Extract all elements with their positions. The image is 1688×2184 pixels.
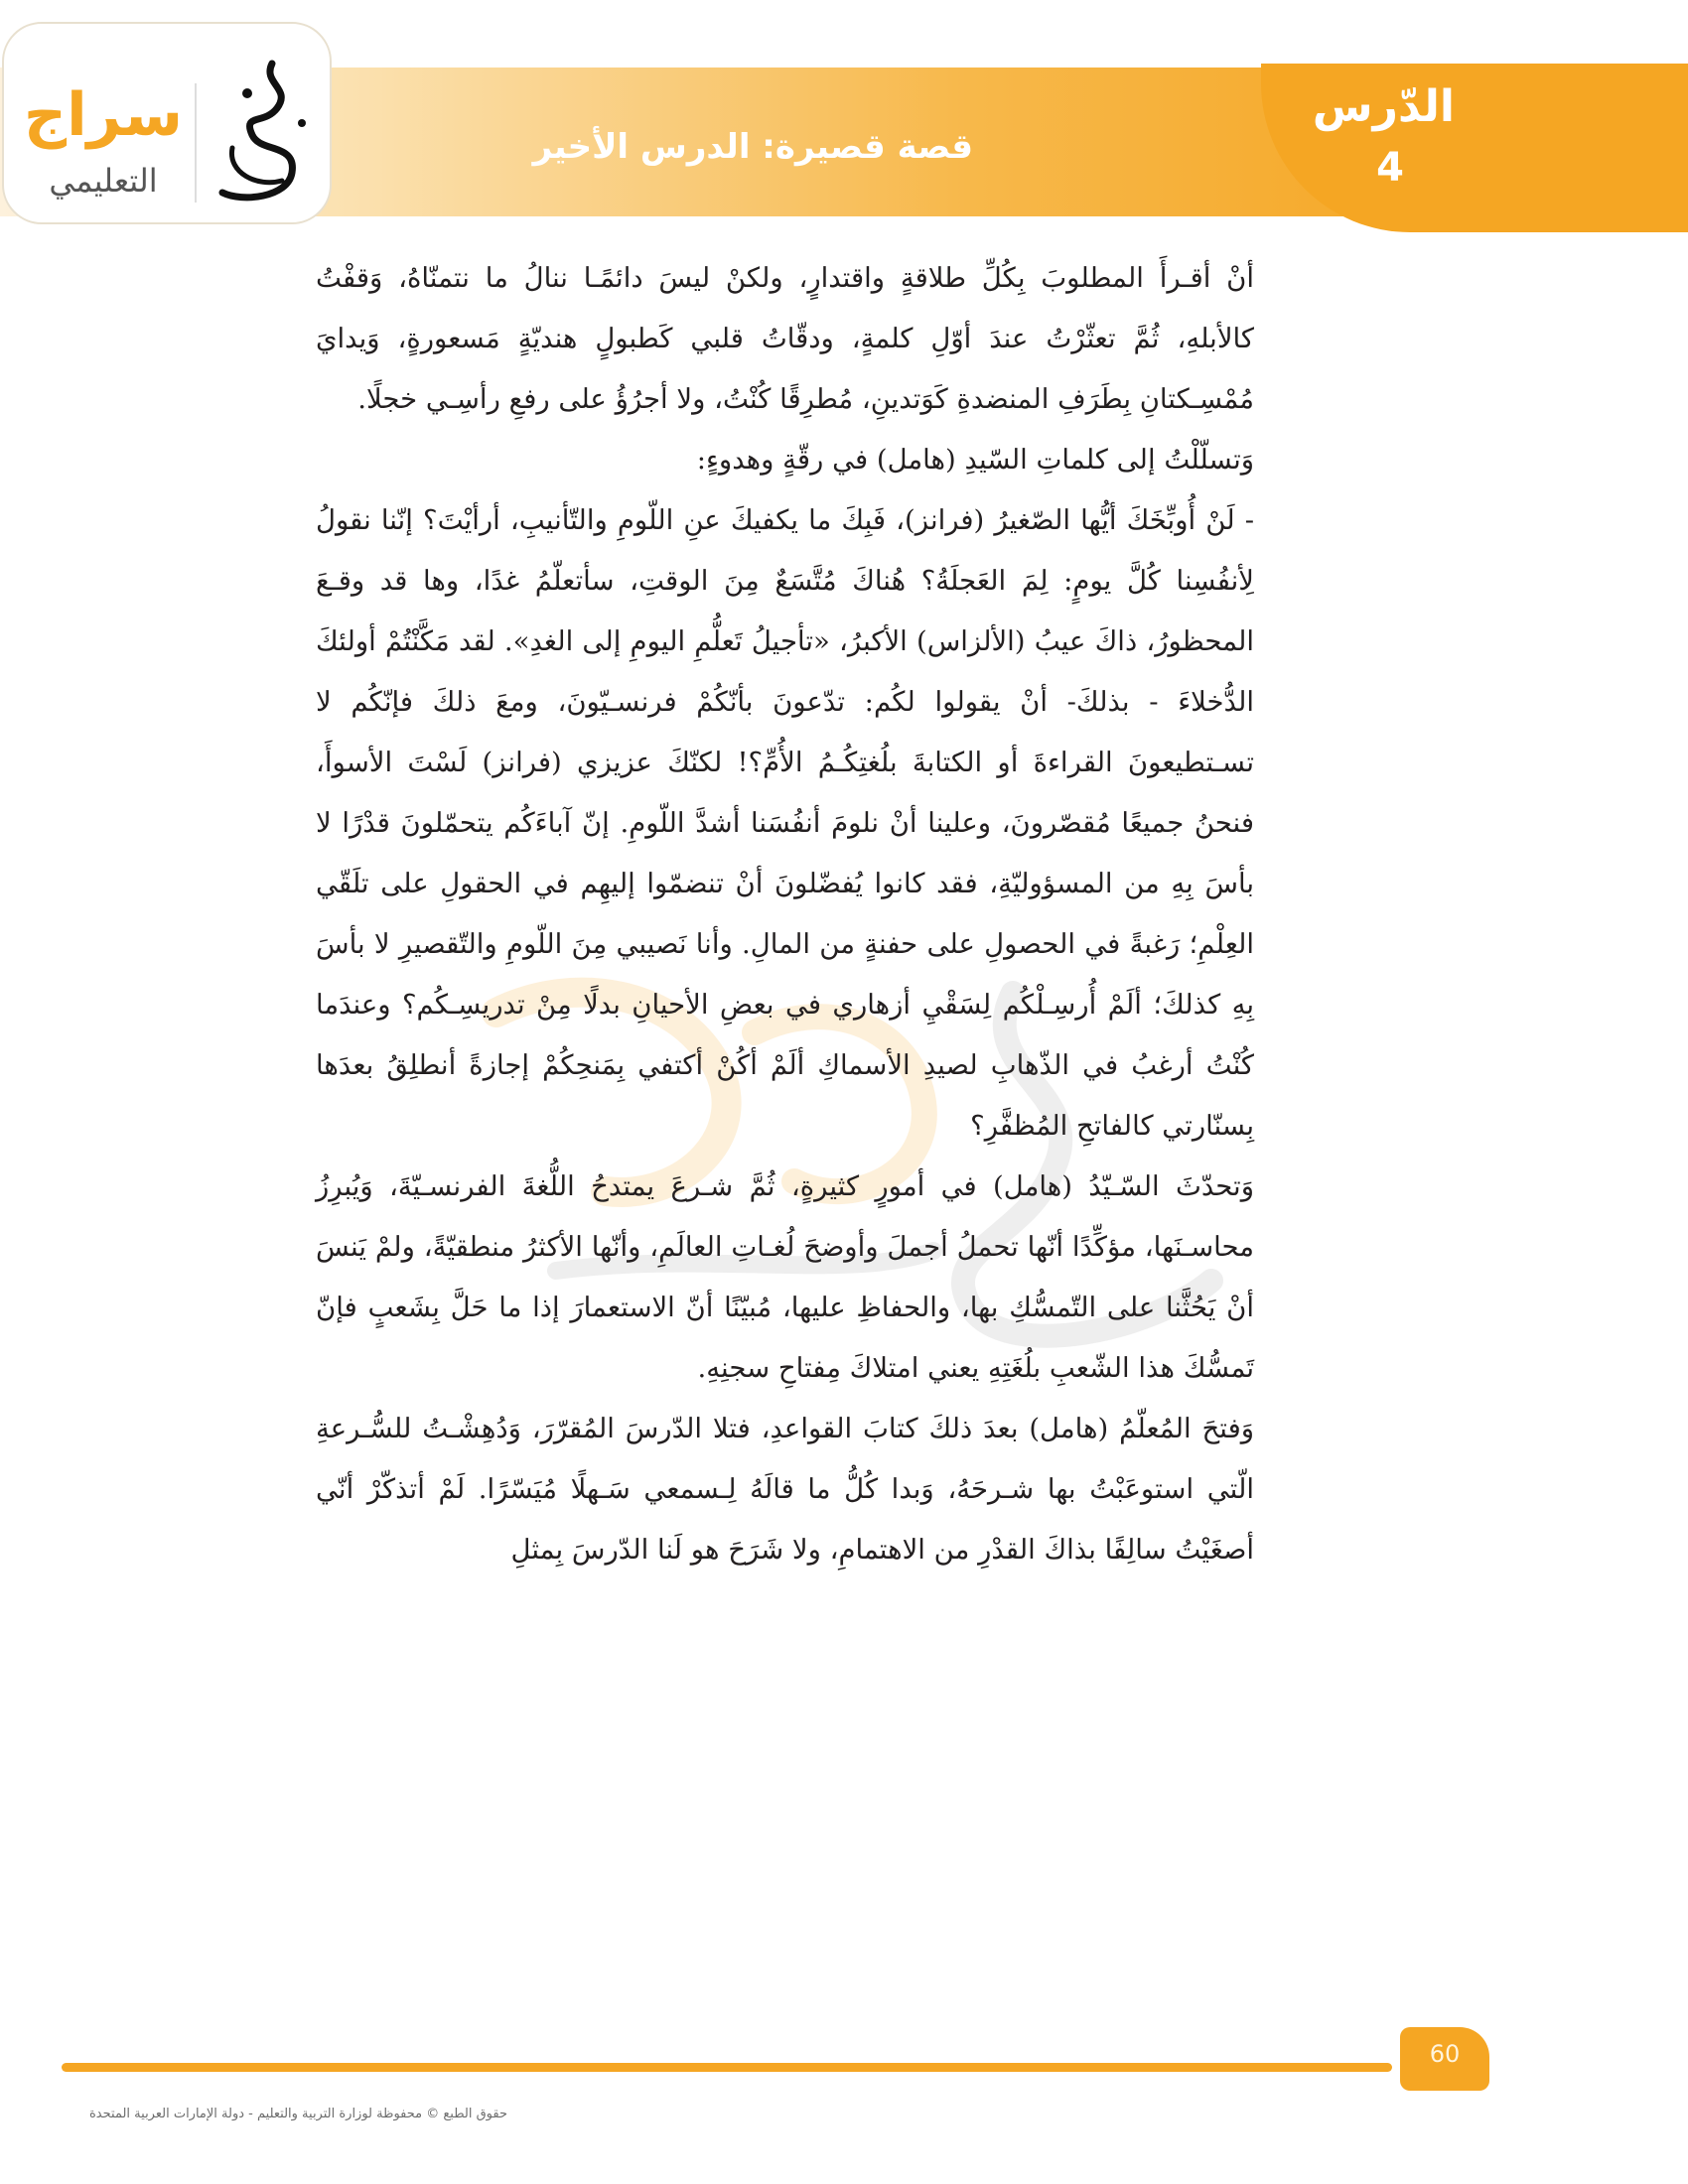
copyright-notice: حقوق الطبع © محفوظة لوزارة التربية والتعليم - دولة الإمارات العربية المتحدة [89, 2107, 508, 2121]
page-number: 60 [1429, 2040, 1461, 2068]
logo-subtitle: التعليمي [49, 162, 158, 200]
logo [2, 22, 332, 224]
paragraph: وَتحدّثَ السّـيّدُ (هامل) في أمورٍ كثيرةٍ، ثُمَّ شـرعَ يمتدحُ اللُّغةَ الفرنسـيّةَ، وَيُبرِزُ محاسـنَها، مؤكِّدًا أنّها تحملُ أجملَ وأوضحَ لُغـاتِ العالَمِ، وأنّها الأكثرُ منطقيّةً، ولمْ يَنسَ أنْ يَحُثَّنا على التّمسُّكِ بها، والحفاظِ عليها، مُبيّنًا أنّ الاستعمارَ إذا ما حَلَّ بِشَعبٍ فإنّ تَمسُّكَ هذا الشّعبِ بلُغَتِهِ يعني امتلاكَ مِفتاحِ سجنِهِ. [316, 1170, 1254, 1384]
paragraph: وَفتحَ المُعلّمُ (هامل) بعدَ ذلكَ كتابَ القواعدِ، فتلا الدّرسَ المُقرّرَ، وَدُهِشْـتُ للسُّـرعةِ الّتي استوعَبْتُ بها شـرحَهُ، وَبدا كُلُّ ما قالَهُ لِـسمعي سَـهلًا مُيَسّرًا. لَمْ أتذكّرْ أنّي أصغَيْتُ سالِفًا بذاكَ القدْرِ من الاهتمامِ، ولا شَرَحَ هو لَنا الدّرسَ بِمثلِ [316, 1413, 1254, 1566]
calligraphy-logo-icon [203, 54, 322, 222]
page-title: قصة قصيرة: الدرس الأخير [532, 127, 973, 167]
logo-divider [195, 83, 197, 203]
logo-name: سراج [23, 80, 183, 150]
footer-line [62, 2063, 1392, 2072]
paragraph: وَتسلّلْتُ إلى كلماتِ السّيدِ (هامل) في رقّةٍ وهدوءٍ: [696, 444, 1254, 476]
paragraph: أنْ أقـرأَ المطلوبَ بِكُلِّ طلاقةٍ واقتدارٍ، ولكنْ ليسَ دائمًـا ننالُ ما نتمنّاهُ، وَقفْتُ كالأبلهِ، ثُمَّ تعثّرْتُ عندَ أوّلِ كلمةٍ، ودقّاتُ قلبي كَطبولٍ هنديّةٍ مَسعورةٍ، وَيدايَ مُمْسِـكتانِ بِطَرَفِ المنضدةِ كَوَتدينِ، مُطرِقًا كُنْتُ، ولا أجرُؤُ على رفعِ رأسِـي خجلًا. [316, 262, 1254, 415]
paragraph: - لَنْ أُوبِّخَكَ أيُّها الصّغيرُ (فرانز)، فَبِكَ ما يكفيكَ عنِ اللّومِ والتّأنيبِ، أرأيْتَ؟ إنّنا نقولُ لِأنفُسِنا كُلَّ يومٍ: لِمَ العَجلَةُ؟ هُناكَ مُتَّسَعٌ مِنَ الوقتِ، سأتعلّمُ غدًا، وها قد وقـعَ المحظورُ، ذاكَ عيبُ (الألزاس) الأكبرُ، «تأجيلُ تَعلُّمِ اليومِ إلى الغدِ». لقد مَكَّنْتُمْ أولئكَ الدُّخلاءَ - بذلكَ- أنْ يقولوا لكُم: تدّعونَ بأنّكُمْ فرنسـيّونَ، ومعَ ذلكَ فإنّكُم لا تسـتطيعونَ القراءةَ أو الكتابةَ بلُغتِكُـمُ الأُمِّ؟! لكنّكَ عزيزي (فرانز) لَسْتَ الأسوأَ، فنحنُ جميعًا مُقصّرونَ، وعلينا أنْ نلومَ أنفُسَنا أشدَّ اللّومِ. إنّ آباءَكُم يتحمّلونَ قدْرًا لا بأسَ بِهِ من المسؤوليّةِ، فقد كانوا يُفضّلونَ أنْ تنضمّوا إليهِم في الحقولِ على تلَقّي العِلْمِ؛ رَغبةً في الحصولِ على حفنةٍ من المالِ. وأنا نَصيبي مِنَ اللّومِ والتّقصيرِ لا بأسَ بِهِ كذلكَ؛ ألَمْ أُرسِـلْكُم لِسَقْيِ أزهاري في بعضِ الأحيانِ بدلًا مِنْ تدريسِـكُم؟ وعندَما كُنْتُ أرغبُ في الذّهابِ لصيدِ الأسماكِ ألَمْ أكُنْ أكتفي بِمَنحِكُمْ إجازةً أنطلِقُ بعدَها بِسنّارتي كالفاتحِ المُظفَّرِ؟ [316, 504, 1254, 1142]
story-text [316, 248, 1254, 1580]
lesson-number: 4 [1376, 145, 1404, 191]
lesson-label: الدّرس [1312, 81, 1455, 132]
